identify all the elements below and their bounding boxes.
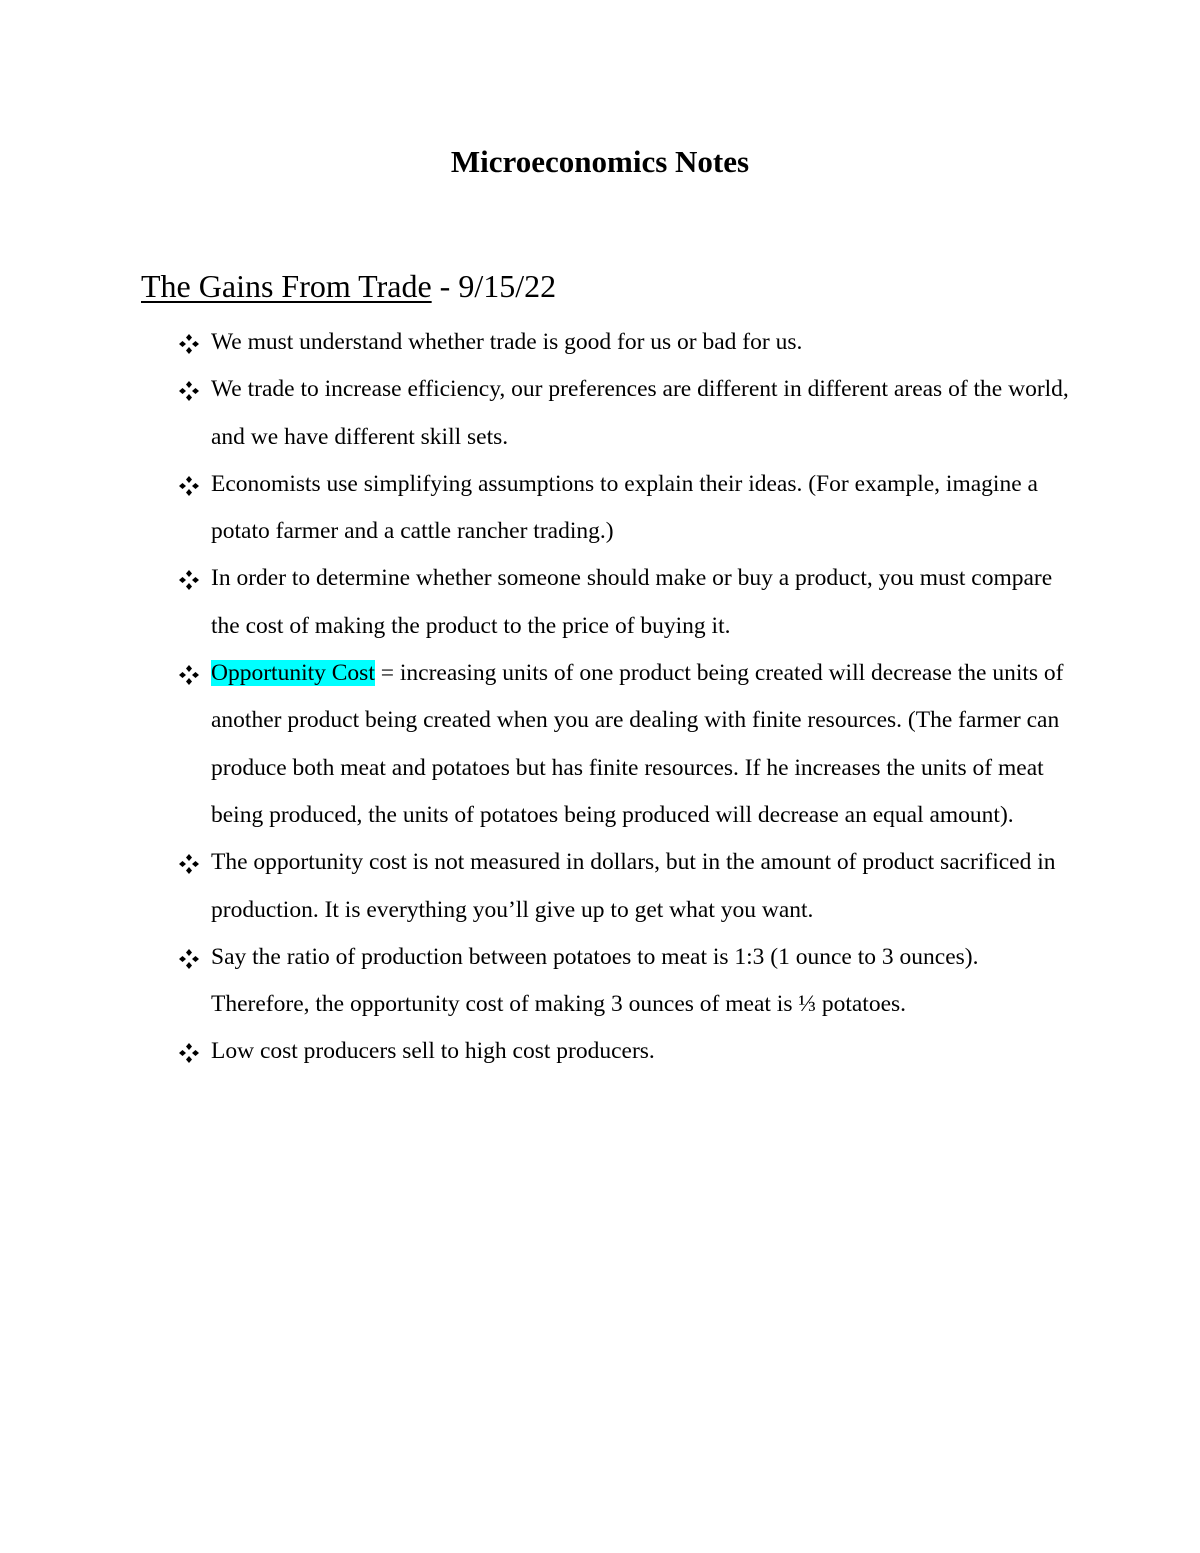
four-diamond-bullet-icon bbox=[178, 333, 200, 355]
section-date: - 9/15/22 bbox=[431, 268, 557, 304]
list-item bbox=[178, 461, 1078, 556]
bullet-text: We must understand whether trade is good for us or bad for us. bbox=[211, 329, 803, 355]
four-diamond-bullet-icon bbox=[178, 569, 200, 591]
section-heading bbox=[141, 264, 556, 308]
bullet-text: The opportunity cost is not measured in dollars, but in the amount of product sacrificed in production. It is everything you’ll give up to get what you want. bbox=[211, 849, 1056, 923]
four-diamond-bullet-icon bbox=[178, 853, 200, 875]
bullet-text: Low cost producers sell to high cost producers. bbox=[211, 1038, 655, 1065]
list-item bbox=[178, 1028, 1078, 1075]
bullet-text: Economists use simplifying assumptions to explain their ideas. (For example, imagine a potato farmer and a cattle rancher trading.) bbox=[211, 470, 1038, 545]
document-title: Microeconomics Notes bbox=[450, 144, 750, 179]
bullet-text: We trade to increase efficiency, our preferences are different in different areas of the world, and we have different skill sets. bbox=[211, 376, 1069, 450]
highlighted-term: Opportunity Cost bbox=[211, 660, 375, 687]
list-item bbox=[178, 319, 1078, 366]
list-item bbox=[178, 839, 1078, 934]
list-item bbox=[178, 650, 1078, 839]
list-item bbox=[178, 366, 1078, 461]
four-diamond-bullet-icon bbox=[178, 380, 200, 402]
section-title: The Gains From Trade bbox=[141, 268, 432, 304]
bullet-text: In order to determine whether someone should make or buy a product, you must compare the cost of making the product to the price of buying it. bbox=[211, 565, 1053, 639]
bullet-text: = increasing units of one product being created will decrease the units of another product being created when you are dealing with finite resources. (The farmer can produce both meat and potatoes but has finite resources. If he increases the units of meat being produced, the units of potatoes being produced will decrease an equal amount). bbox=[211, 660, 1064, 828]
bullet-text: Say the ratio of production between potatoes to meat is 1:3 (1 ounce to 3 ounces). Therefore, the opportunity cost of making 3 ounces of meat is ⅓ potatoes. bbox=[211, 943, 979, 1018]
list-item bbox=[178, 934, 1078, 1029]
four-diamond-bullet-icon bbox=[178, 948, 200, 970]
four-diamond-bullet-icon bbox=[178, 664, 200, 686]
list-item bbox=[178, 555, 1078, 650]
notes-bullet-list bbox=[178, 319, 1078, 1076]
four-diamond-bullet-icon bbox=[178, 475, 200, 497]
four-diamond-bullet-icon bbox=[178, 1042, 200, 1064]
